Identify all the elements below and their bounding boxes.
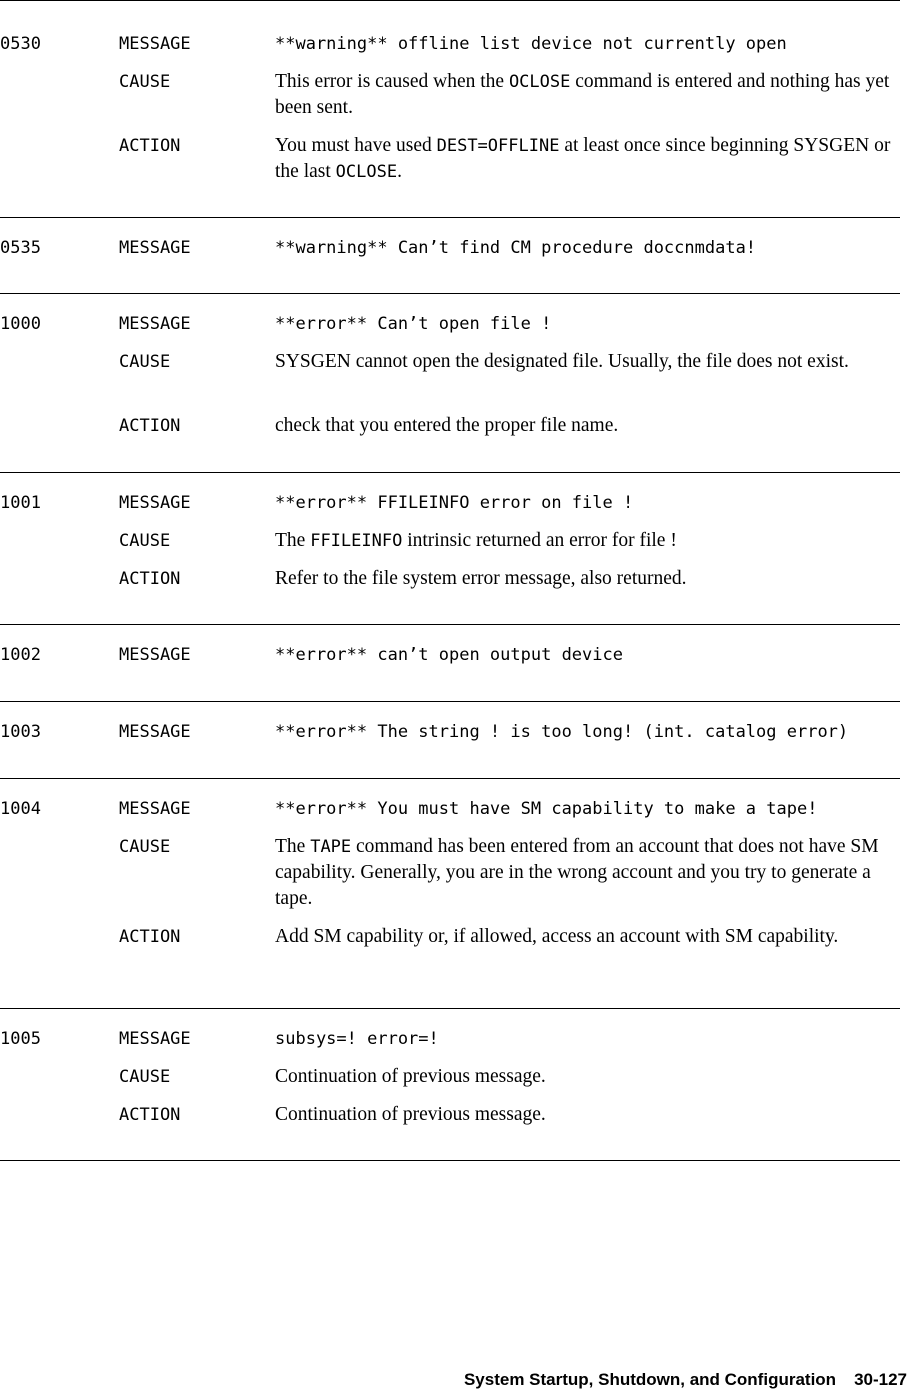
error-code: 1001 xyxy=(0,493,41,513)
rule-bottom xyxy=(0,1160,900,1161)
message-row xyxy=(0,719,900,745)
entry-1000 xyxy=(0,311,900,439)
error-code: 1000 xyxy=(0,314,41,334)
message-text: **warning** offline list device not currently open xyxy=(275,34,787,54)
action-row xyxy=(0,566,900,592)
entry-0535 xyxy=(0,235,900,261)
message-text: **error** The string ! is too long! (int. catalog error) xyxy=(275,722,849,742)
entry-1001 xyxy=(0,490,900,592)
message-label: MESSAGE xyxy=(119,722,191,742)
entry-1002 xyxy=(0,642,900,668)
message-text: **error** You must have SM capability to make a tape! xyxy=(275,799,818,819)
command-name: FFILEINFO xyxy=(310,531,403,551)
cause-label: CAUSE xyxy=(119,1067,171,1087)
action-row xyxy=(0,413,900,439)
cause-label: CAUSE xyxy=(119,352,171,372)
message-row xyxy=(0,1026,900,1064)
entry-1004 xyxy=(0,796,900,976)
message-text: **error** can’t open output device xyxy=(275,645,623,665)
entry-1003 xyxy=(0,719,900,745)
rule-divider xyxy=(0,778,900,779)
entry-1005 xyxy=(0,1026,900,1128)
action-text: check that you entered the proper file name. xyxy=(275,415,619,436)
rule-divider xyxy=(0,624,900,625)
error-code: 1002 xyxy=(0,645,41,665)
rule-divider xyxy=(0,701,900,702)
action-label: ACTION xyxy=(119,1105,181,1125)
message-text: **warning** Can’t find CM procedure doccnmdata! xyxy=(275,238,757,258)
message-label: MESSAGE xyxy=(119,34,191,54)
rule-divider xyxy=(0,472,900,473)
action-text: Add SM capability or, if allowed, access an account with SM capability. xyxy=(275,926,839,947)
action-text: Refer to the file system error message, also returned. xyxy=(275,568,687,589)
action-label: ACTION xyxy=(119,416,181,436)
cause-text: This error is caused when the OCLOSE command is entered and nothing has yet been sent. xyxy=(275,71,890,118)
cause-row xyxy=(0,69,900,133)
rule-divider xyxy=(0,1008,900,1009)
cause-text: Continuation of previous message. xyxy=(275,1066,546,1087)
action-text: Continuation of previous message. xyxy=(275,1104,546,1125)
entry-0530 xyxy=(0,31,900,185)
cause-row xyxy=(0,349,900,413)
error-code: 0530 xyxy=(0,34,41,54)
cause-label: CAUSE xyxy=(119,837,171,857)
message-row xyxy=(0,31,900,69)
error-code: 1003 xyxy=(0,722,41,742)
message-text: **error** Can’t open file ! xyxy=(275,314,552,334)
action-row xyxy=(0,133,900,185)
footer-title: System Startup, Shutdown, and Configuration xyxy=(463,1370,837,1389)
cause-label: CAUSE xyxy=(119,72,171,92)
error-code: 1004 xyxy=(0,799,41,819)
cause-text: The FFILEINFO intrinsic returned an error for file ! xyxy=(275,530,677,551)
message-row xyxy=(0,490,900,528)
message-text: **error** FFILEINFO error on file ! xyxy=(275,493,634,513)
action-row xyxy=(0,924,900,976)
cause-text: The TAPE command has been entered from an account that does not have SM capability. Generally, you are in the wrong account and you try to generate a tape. xyxy=(275,836,879,909)
action-label: ACTION xyxy=(119,136,181,156)
page-number: 30-127 xyxy=(854,1370,907,1389)
command-name: DEST=OFFLINE xyxy=(436,136,560,156)
message-label: MESSAGE xyxy=(119,645,191,665)
cause-row xyxy=(0,834,900,924)
message-label: MESSAGE xyxy=(119,493,191,513)
command-name: OCLOSE xyxy=(508,72,571,92)
rule-divider xyxy=(0,217,900,218)
cause-text: SYSGEN cannot open the designated file. Usually, the file does not exist. xyxy=(275,351,849,372)
message-label: MESSAGE xyxy=(119,799,191,819)
rule-divider xyxy=(0,293,900,294)
message-label: MESSAGE xyxy=(119,238,191,258)
message-row xyxy=(0,796,900,834)
action-label: ACTION xyxy=(119,569,181,589)
cause-label: CAUSE xyxy=(119,531,171,551)
message-text: subsys=! error=! xyxy=(275,1029,439,1049)
action-label: ACTION xyxy=(119,927,181,947)
cause-row xyxy=(0,1064,900,1102)
command-name: OCLOSE xyxy=(335,162,398,182)
message-row xyxy=(0,235,900,261)
command-name: TAPE xyxy=(310,837,352,857)
cause-row xyxy=(0,528,900,566)
error-code: 1005 xyxy=(0,1029,41,1049)
message-label: MESSAGE xyxy=(119,314,191,334)
action-row xyxy=(0,1102,900,1128)
message-label: MESSAGE xyxy=(119,1029,191,1049)
error-code: 0535 xyxy=(0,238,41,258)
message-row xyxy=(0,642,900,668)
rule-top xyxy=(0,0,900,1)
page-footer xyxy=(7,1368,907,1392)
action-text: You must have used DEST=OFFLINE at least once since beginning SYSGEN or the last OCLOSE. xyxy=(275,135,891,182)
message-row xyxy=(0,311,900,349)
